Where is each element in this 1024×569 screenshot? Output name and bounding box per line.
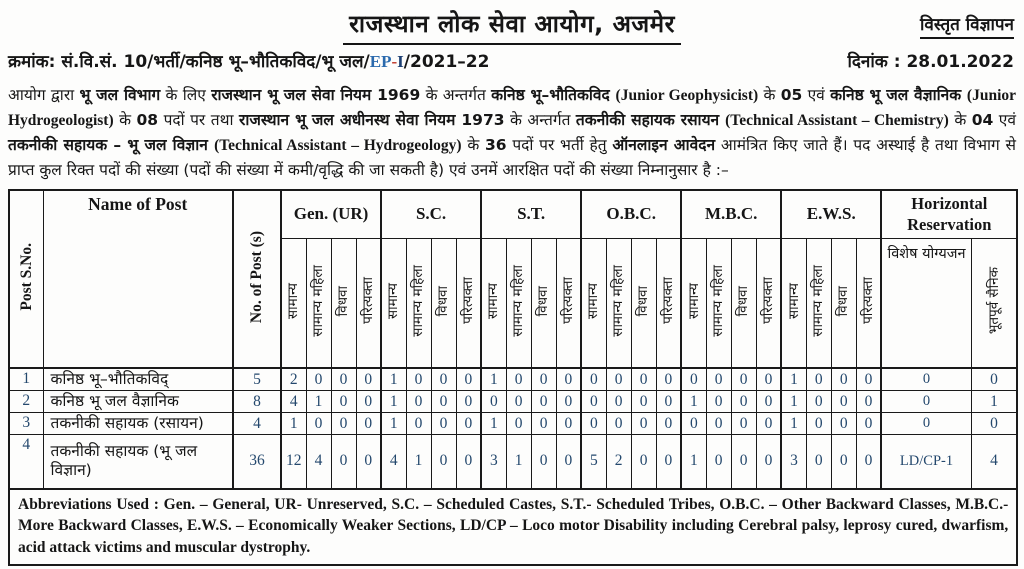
reservation-count: 5 xyxy=(581,435,606,489)
subcolumn-header: सामान्य महिला xyxy=(710,264,727,337)
reference-ep-code: EP xyxy=(369,52,392,71)
ex-serviceman-header: भूतपूर्व सैनिक xyxy=(985,267,1002,335)
category-header: M.B.C. xyxy=(681,190,781,238)
reservation-count: 0 xyxy=(606,391,631,413)
reservation-count: 1 xyxy=(781,391,806,413)
text-segment: (Junior Geophysicist) xyxy=(615,87,759,104)
text-segment: पदों पर तथा xyxy=(158,111,240,129)
reservation-count: 0 xyxy=(331,435,356,489)
text-segment: ऑनलाइन आवेदन xyxy=(612,136,716,154)
text-segment: तकनीकी सहायक रसायन xyxy=(575,111,726,129)
subcolumn-header: विधवा xyxy=(735,285,752,316)
category-header: S.C. xyxy=(381,190,481,238)
subcolumn-header: सामान्य xyxy=(785,282,802,319)
subcolumn-header: सामान्य महिला xyxy=(310,264,327,337)
reservation-count: 0 xyxy=(481,391,506,413)
subcolumn-header-cell xyxy=(831,238,856,368)
reservation-count: 1 xyxy=(381,368,406,391)
reservation-count: 0 xyxy=(431,435,456,489)
post-serial-number: 1 xyxy=(9,368,43,391)
reservation-count: 1 xyxy=(381,391,406,413)
reservation-count: 0 xyxy=(531,413,556,435)
table-header-row-categories xyxy=(9,190,1017,238)
posts-table xyxy=(8,189,1018,566)
reservation-count: 0 xyxy=(706,435,731,489)
text-segment: आयोग द्वारा xyxy=(8,86,80,104)
subcolumn-header-cell xyxy=(681,238,706,368)
subcolumn-header: सामान्य महिला xyxy=(810,264,827,337)
subcolumn-header-cell xyxy=(431,238,456,368)
reservation-count: 4 xyxy=(306,435,331,489)
reference-row xyxy=(8,49,1016,75)
reservation-count: 0 xyxy=(406,413,431,435)
subcolumn-header-cell xyxy=(481,238,506,368)
reservation-count: 0 xyxy=(756,391,781,413)
subcolumn-header: विधवा xyxy=(535,285,552,316)
subcolumn-header: विधवा xyxy=(435,285,452,316)
text-segment: पदों पर भर्ती हेतु xyxy=(506,136,613,154)
post-name-header: Name of Post xyxy=(43,190,233,368)
reference-ep-dash: - xyxy=(391,52,398,71)
subcolumn-header-cell xyxy=(331,238,356,368)
subcolumn-header-cell xyxy=(856,238,881,368)
reservation-count: 1 xyxy=(506,435,531,489)
post-serial-header: Post S.No. xyxy=(17,243,35,311)
category-header: S.T. xyxy=(481,190,581,238)
text-segment: एवं xyxy=(802,86,831,104)
reservation-count: 0 xyxy=(431,391,456,413)
subcolumn-header: सामान्य xyxy=(385,282,402,319)
reservation-count: 0 xyxy=(706,368,731,391)
text-segment: (Technical Assistant – Chemistry) xyxy=(725,112,949,129)
subcolumn-header-cell xyxy=(281,238,306,368)
subcolumn-header-cell xyxy=(656,238,681,368)
text-segment: तकनीकी सहायक – भू जल विज्ञान xyxy=(8,136,215,154)
reference-prefix: क्रमांक: सं.वि.सं. 10/भर्ती/कनिष्ठ भू–भौतिकविद/भू जल/ xyxy=(8,52,370,72)
reservation-count: 1 xyxy=(681,435,706,489)
reservation-count: 0 xyxy=(356,391,381,413)
subcolumn-header: परित्यक्ता xyxy=(659,277,676,325)
reservation-count: 0 xyxy=(731,368,756,391)
reservation-count: 0 xyxy=(431,413,456,435)
subcolumn-header: परित्यक्ता xyxy=(359,277,376,325)
subcolumn-header: सामान्य महिला xyxy=(610,264,627,337)
text-segment: के अन्तर्गत xyxy=(420,86,492,104)
reservation-count: 0 xyxy=(531,368,556,391)
reference-suffix: /2021–22 xyxy=(403,52,490,72)
reservation-count: 0 xyxy=(581,413,606,435)
reservation-count: 0 xyxy=(731,413,756,435)
special-ability-header: विशेष योग्यजन xyxy=(881,238,971,368)
text-segment: के अन्तर्गत xyxy=(504,111,576,129)
reservation-count: 0 xyxy=(506,368,531,391)
reservation-count: 1 xyxy=(281,413,306,435)
ex-serviceman-count: 0 xyxy=(971,368,1017,391)
text-segment: राजस्थान भू जल अधीनस्थ सेवा नियम 1973 xyxy=(239,111,505,129)
reservation-count: 0 xyxy=(606,368,631,391)
post-name: कनिष्ठ भू–भौतिकविद् xyxy=(43,368,233,391)
subcolumn-header: परित्यक्ता xyxy=(559,277,576,325)
reservation-count: 0 xyxy=(706,413,731,435)
special-ability-count: 0 xyxy=(881,413,971,435)
reservation-count: 0 xyxy=(806,368,831,391)
reservation-count: 0 xyxy=(406,368,431,391)
document-header xyxy=(8,5,1016,49)
reservation-count: 0 xyxy=(356,413,381,435)
table-row xyxy=(9,391,1017,413)
reservation-count: 0 xyxy=(581,391,606,413)
subcolumn-header: परित्यक्ता xyxy=(860,277,877,325)
posts-table-foot xyxy=(9,489,1017,566)
reservation-count: 0 xyxy=(556,368,581,391)
post-name: तकनीकी सहायक (रसायन) xyxy=(43,413,233,435)
ex-serviceman-count: 0 xyxy=(971,413,1017,435)
subcolumn-header: सामान्य महिला xyxy=(410,264,427,337)
reservation-count: 0 xyxy=(656,391,681,413)
reservation-count: 4 xyxy=(381,435,406,489)
reservation-count: 0 xyxy=(806,435,831,489)
reservation-count: 0 xyxy=(506,413,531,435)
reservation-count: 1 xyxy=(481,368,506,391)
reservation-count: 0 xyxy=(681,413,706,435)
reservation-count: 0 xyxy=(856,391,881,413)
subcolumn-header: विधवा xyxy=(635,285,652,316)
subcolumn-header: सामान्य xyxy=(585,282,602,319)
text-segment: 05 xyxy=(780,86,803,104)
reservation-count: 0 xyxy=(631,435,656,489)
reservation-count: 0 xyxy=(656,368,681,391)
reservation-count: 0 xyxy=(556,413,581,435)
text-segment: एवं xyxy=(993,111,1016,129)
subcolumn-header: सामान्य xyxy=(485,282,502,319)
special-ability-count: 0 xyxy=(881,391,971,413)
table-row xyxy=(9,413,1017,435)
subcolumn-header-cell xyxy=(381,238,406,368)
reservation-count: 0 xyxy=(506,391,531,413)
reservation-count: 0 xyxy=(306,413,331,435)
text-segment: कनिष्ठ भू जल वैज्ञानिक xyxy=(830,86,967,104)
reservation-count: 0 xyxy=(331,413,356,435)
subcolumn-header-cell xyxy=(631,238,656,368)
subcolumn-header-cell xyxy=(781,238,806,368)
abbreviations-note: Abbreviations Used : Gen. – General, UR- Unreserved, S.C. – Scheduled Castes, S.T.- Scheduled Tribes, O.B.C. – Other Backward Classes, M.B.C.- More Backward Classes, E.W.S. – Economically Weaker Sections, LD/CP – Loco motor Disability including Cerebral palsy, leprosy cured, dwarfism, acid attack victims and muscular dystrophy. xyxy=(9,489,1017,566)
subcolumn-header: परित्यक्ता xyxy=(459,277,476,325)
reservation-count: 2 xyxy=(281,368,306,391)
subcolumn-header-cell xyxy=(356,238,381,368)
reservation-count: 3 xyxy=(781,435,806,489)
subcolumn-header-cell xyxy=(806,238,831,368)
post-count-header-cell xyxy=(233,190,281,368)
horizontal-reservation-header: Horizontal Reservation xyxy=(881,190,1017,238)
text-segment: के xyxy=(758,86,781,104)
subcolumn-header: परित्यक्ता xyxy=(760,277,777,325)
text-segment: आमंत्रित किए जाते हैं। पद अस्थाई है तथा विभाग से प्राप्त कुल रिक्त पदों की संख्या (पदों की संख्या में कमी/वृद्धि की जा सकती है) एवं उनमें आरक्षित पदों की संख्या निम्नानुसार है :– xyxy=(8,136,1016,179)
reservation-count: 4 xyxy=(281,391,306,413)
reservation-count: 0 xyxy=(681,368,706,391)
reservation-count: 1 xyxy=(681,391,706,413)
reservation-count: 0 xyxy=(456,435,481,489)
subcolumn-header: सामान्य xyxy=(685,282,702,319)
subcolumn-header-cell xyxy=(406,238,431,368)
category-header: O.B.C. xyxy=(581,190,681,238)
reservation-count: 0 xyxy=(756,435,781,489)
subcolumn-header-cell xyxy=(506,238,531,368)
reservation-count: 0 xyxy=(431,368,456,391)
reservation-count: 0 xyxy=(406,391,431,413)
ex-serviceman-header-cell xyxy=(971,238,1017,368)
subcolumn-header-cell xyxy=(556,238,581,368)
table-row xyxy=(9,368,1017,391)
text-segment: कनिष्ठ भू–भौतिकविद xyxy=(491,86,616,104)
text-segment: (Junior Hydrogeologist) xyxy=(8,87,1017,129)
abbreviations-row xyxy=(9,489,1017,566)
subcolumn-header-cell xyxy=(306,238,331,368)
reservation-count: 0 xyxy=(531,435,556,489)
reservation-count: 0 xyxy=(731,391,756,413)
reservation-count: 0 xyxy=(856,435,881,489)
text-segment: 36 xyxy=(485,136,507,154)
reservation-count: 0 xyxy=(606,413,631,435)
reservation-count: 0 xyxy=(831,435,856,489)
ex-serviceman-count: 4 xyxy=(971,435,1017,489)
reservation-count: 0 xyxy=(556,435,581,489)
reservation-count: 0 xyxy=(806,391,831,413)
subcolumn-header-cell xyxy=(731,238,756,368)
reservation-count: 0 xyxy=(656,435,681,489)
post-name: तकनीकी सहायक (भू जल विज्ञान) xyxy=(43,435,233,489)
subcolumn-header: विधवा xyxy=(335,285,352,316)
reservation-count: 0 xyxy=(456,368,481,391)
post-count: 4 xyxy=(233,413,281,435)
reservation-count: 0 xyxy=(856,368,881,391)
subcolumn-header: विधवा xyxy=(835,285,852,316)
reservation-count: 1 xyxy=(781,368,806,391)
text-segment: के लिए xyxy=(160,86,212,104)
reservation-count: 0 xyxy=(631,413,656,435)
text-segment: (Technical Assistant – Hydrogeology) xyxy=(214,137,462,154)
post-serial-number: 2 xyxy=(9,391,43,413)
subcolumn-header-cell xyxy=(706,238,731,368)
text-segment: 04 xyxy=(971,111,994,129)
reservation-count: 0 xyxy=(531,391,556,413)
category-header: E.W.S. xyxy=(781,190,881,238)
intro-paragraph xyxy=(8,83,1016,182)
reservation-count: 1 xyxy=(406,435,431,489)
reservation-count: 0 xyxy=(631,368,656,391)
subcolumn-header: सामान्य xyxy=(285,282,302,319)
reference-number xyxy=(8,49,489,72)
reference-ep-roman: I xyxy=(397,52,404,71)
reservation-count: 2 xyxy=(606,435,631,489)
reservation-count: 0 xyxy=(556,391,581,413)
post-count-header: No. of Post (s) xyxy=(248,230,266,324)
posts-table-body xyxy=(9,368,1017,489)
subcolumn-header-cell xyxy=(456,238,481,368)
text-segment: के xyxy=(948,111,972,129)
text-segment: के xyxy=(113,111,137,129)
text-segment: 08 xyxy=(136,111,159,129)
reservation-count: 0 xyxy=(806,413,831,435)
reservation-count: 0 xyxy=(456,391,481,413)
reservation-count: 0 xyxy=(631,391,656,413)
subcolumn-header-cell xyxy=(531,238,556,368)
post-serial-number: 4 xyxy=(9,435,43,489)
reservation-count: 0 xyxy=(856,413,881,435)
reservation-count: 0 xyxy=(656,413,681,435)
special-ability-count: LD/CP-1 xyxy=(881,435,971,489)
subcolumn-header-cell xyxy=(756,238,781,368)
post-name: कनिष्ठ भू जल वैज्ञानिक xyxy=(43,391,233,413)
subcolumn-header: सामान्य महिला xyxy=(510,264,527,337)
reservation-count: 3 xyxy=(481,435,506,489)
reservation-count: 0 xyxy=(831,413,856,435)
reservation-count: 1 xyxy=(781,413,806,435)
reservation-count: 12 xyxy=(281,435,306,489)
post-serial-number: 3 xyxy=(9,413,43,435)
reservation-count: 0 xyxy=(331,368,356,391)
page-title: राजस्थान लोक सेवा आयोग, अजमेर xyxy=(343,5,681,45)
reservation-count: 0 xyxy=(706,391,731,413)
post-count: 5 xyxy=(233,368,281,391)
reservation-count: 0 xyxy=(356,435,381,489)
post-serial-header-cell xyxy=(9,190,43,368)
reservation-count: 1 xyxy=(306,391,331,413)
subcolumn-header-cell xyxy=(606,238,631,368)
reservation-count: 0 xyxy=(331,391,356,413)
reservation-count: 0 xyxy=(306,368,331,391)
reservation-count: 0 xyxy=(756,413,781,435)
category-header: Gen. (UR) xyxy=(281,190,381,238)
text-segment: राजस्थान भू जल सेवा नियम 1969 xyxy=(211,86,421,104)
text-segment: भू जल विभाग xyxy=(79,86,161,104)
reservation-count: 0 xyxy=(831,391,856,413)
reservation-count: 0 xyxy=(756,368,781,391)
reservation-count: 0 xyxy=(731,435,756,489)
special-ability-count: 0 xyxy=(881,368,971,391)
text-segment: के xyxy=(461,136,486,154)
table-row xyxy=(9,435,1017,489)
reservation-count: 1 xyxy=(481,413,506,435)
subcolumn-header-cell xyxy=(581,238,606,368)
ex-serviceman-count: 1 xyxy=(971,391,1017,413)
post-count: 8 xyxy=(233,391,281,413)
reservation-count: 0 xyxy=(581,368,606,391)
reservation-count: 0 xyxy=(456,413,481,435)
notification-date: दिनांक : 28.01.2022 xyxy=(847,52,1014,72)
reservation-count: 0 xyxy=(356,368,381,391)
detailed-advertisement-label: विस्तृत विज्ञापन xyxy=(920,12,1014,39)
post-count: 36 xyxy=(233,435,281,489)
reservation-count: 1 xyxy=(381,413,406,435)
reservation-count: 0 xyxy=(831,368,856,391)
posts-table-head xyxy=(9,190,1017,368)
